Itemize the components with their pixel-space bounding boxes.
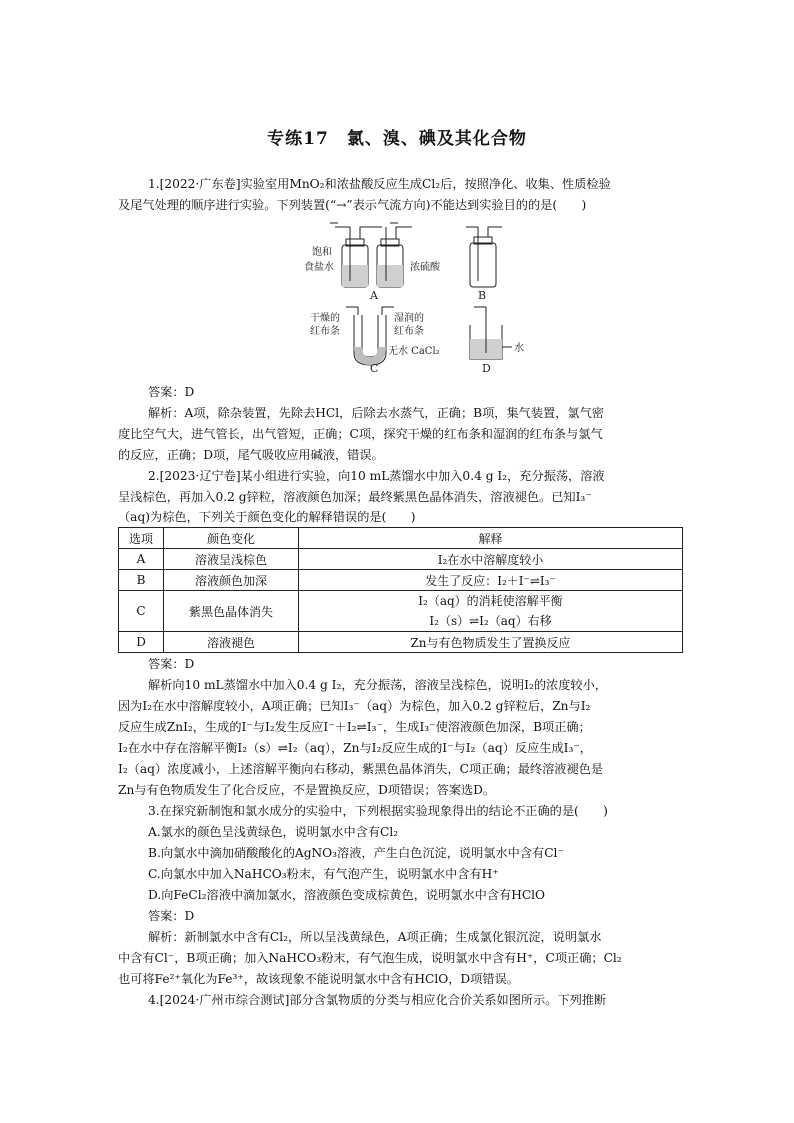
q2-stem-line: （aq)为棕色，下列关于颜色变化的解释错误的是( ) [118, 510, 416, 524]
table-cell: C [119, 591, 164, 632]
q2-explanation: Zn与有色物质发生了化合反应，不是置换反应，D项错误；答案选D。 [118, 783, 496, 797]
table-cell: 溶液呈浅棕色 [164, 549, 299, 570]
q1-answer: 答案：D [148, 385, 195, 399]
table-cell [299, 591, 683, 632]
q1-stem-line: 及尾气处理的顺序进行实验。下列装置(“→”表示气流方向)不能达到实验目的的是( ) [118, 198, 587, 212]
label-c-bottom: 无水 CaCl₂ [388, 346, 440, 357]
q2-explanation: 因为I₂在水中溶解度较小，A项正确；已知I₃⁻（aq）为棕色，加入0.2 g锌粒后，Zn与I₂ [118, 699, 591, 713]
table-cell: D [119, 632, 164, 653]
apparatus-b [466, 227, 502, 287]
q3-explanation: 也可将Fe²⁺氧化为Fe³⁺，故该现象不能说明氯水中含有HClO，D项错误。 [118, 972, 519, 986]
q2-explanation: 反应生成ZnI₂，生成的I⁻与I₂发生反应I⁻＋I₂⇌I₃⁻，生成I₃⁻使溶液颜色加深，B项正确； [118, 720, 591, 734]
q2-explanation: 解析向10 mL蒸馏水中加入0.4 g I₂，充分振荡，溶液呈浅棕色，说明I₂的浓度较小， [148, 678, 607, 692]
q2-stem-line: 呈浅棕色，再加入0.2 g锌粒，溶液颜色加深；最终紫黑色晶体消失，溶液褪色。已知I₃⁻ [118, 490, 592, 504]
table-header-cell: 颜色变化 [164, 528, 299, 549]
q3-option-a: A.氯水的颜色呈浅黄绿色，说明氯水中含有Cl₂ [148, 825, 399, 839]
table-cell: A [119, 549, 164, 570]
table-row [119, 632, 683, 653]
q1-explanation: 度比空气大，进气管长，出气管短，正确；C项，探究干燥的红布条和湿润的红布条与氯气 [118, 427, 603, 441]
q3-answer: 答案：D [148, 909, 195, 923]
q3-option-b: B.向氯水中滴加硝酸酸化的AgNO₃溶液，产生白色沉淀，说明氯水中含有Cl⁻ [148, 846, 564, 860]
label-b: B [478, 289, 487, 302]
q2-answer: 答案：D [148, 657, 195, 671]
q2-explanation: I₂（aq）浓度减小，上述溶解平衡向右移动，紫黑色晶体消失，C项正确；最终溶液褪色是 [118, 762, 604, 776]
table-cell: 溶液褪色 [164, 632, 299, 653]
table-cell: I₂在水中溶解度较小 [299, 549, 683, 570]
table-row [119, 549, 683, 570]
apparatus-a [330, 223, 412, 287]
q1-explanation: 的反应，正确；D项，尾气吸收应用碱液，错误。 [118, 448, 384, 462]
label-d: D [482, 362, 491, 375]
table-cell: B [119, 570, 164, 591]
table-cell: 紫黑色晶体消失 [164, 591, 299, 632]
label-d-water: 水 [514, 343, 524, 354]
table-cell: 溶液颜色加深 [164, 570, 299, 591]
table-row [119, 591, 683, 632]
q3-stem: 3.在探究新制饱和氯水成分的实验中，下列根据实验现象得出的结论不正确的是( ) [148, 804, 608, 818]
q4-stem-line: 4.[2024·广州市综合测试]部分含氯物质的分类与相应化合价关系如图所示。下列推断 [148, 993, 607, 1007]
q1-explanation: 解析：A项，除杂装置，先除去HCl，后除去水蒸气，正确；B项，集气装置，氯气密 [148, 406, 604, 420]
table-cell-line: I₂（aq）的消耗使溶解平衡 [418, 594, 563, 608]
label-a: A [370, 289, 378, 302]
q3-option-c: C.向氯水中加入NaHCO₃粉末，有气泡产生，说明氯水中含有H⁺ [148, 867, 499, 881]
label-c-right-2: 红布条 [394, 326, 424, 337]
label-c-right-1: 湿润的 [394, 313, 424, 324]
q1-stem-line: 1.[2022·广东卷]实验室用MnO₂和浓盐酸反应生成Cl₂后，按照净化、收集、性质检验 [148, 177, 611, 191]
q3-explanation: 中含有Cl⁻，B项正确；加入NaHCO₃粉末，有气泡生成，说明氯水中含有H⁺，C项正确；Cl₂ [118, 951, 622, 965]
label-c-left-1: 干燥的 [310, 313, 340, 324]
page-title: 专练17 氯、溴、碘及其化合物 [267, 129, 527, 149]
q3-option-d: D.向FeCl₂溶液中滴加氯水，溶液颜色变成棕黄色，说明氯水中含有HClO [148, 888, 546, 902]
apparatus-figure [290, 215, 560, 375]
table-header-row [119, 528, 683, 549]
table-cell: 发生了反应：I₂＋I⁻⇌I₃⁻ [299, 570, 683, 591]
label-a-right: 浓硫酸 [410, 262, 440, 273]
table-row [119, 570, 683, 591]
apparatus-c [346, 307, 394, 365]
table-header-cell: 选项 [119, 528, 164, 549]
q2-stem-line: 2.[2023·辽宁卷]某小组进行实验，向10 mL蒸馏水中加入0.4 g I₂，充分振荡，溶液 [148, 469, 605, 483]
label-a-left-2: 食盐水 [304, 262, 334, 273]
q2-explanation: I₂在水中存在溶解平衡I₂（s）⇌I₂（aq），Zn与I₂反应生成的I⁻与I₂（aq）反应生成I₃⁻， [118, 741, 592, 755]
table-header-cell: 解释 [299, 528, 683, 549]
table-cell: Zn与有色物质发生了置换反应 [299, 632, 683, 653]
apparatus-d [470, 307, 512, 359]
q2-table [118, 527, 683, 653]
q3-explanation: 解析：新制氯水中含有Cl₂，所以呈浅黄绿色，A项正确；生成氯化银沉淀，说明氯水 [148, 930, 602, 944]
label-c-left-2: 红布条 [310, 326, 340, 337]
table-cell-line: I₂（s）⇌I₂（aq）右移 [429, 614, 552, 628]
label-c: C [370, 362, 379, 375]
label-a-left-1: 饱和 [312, 247, 332, 258]
